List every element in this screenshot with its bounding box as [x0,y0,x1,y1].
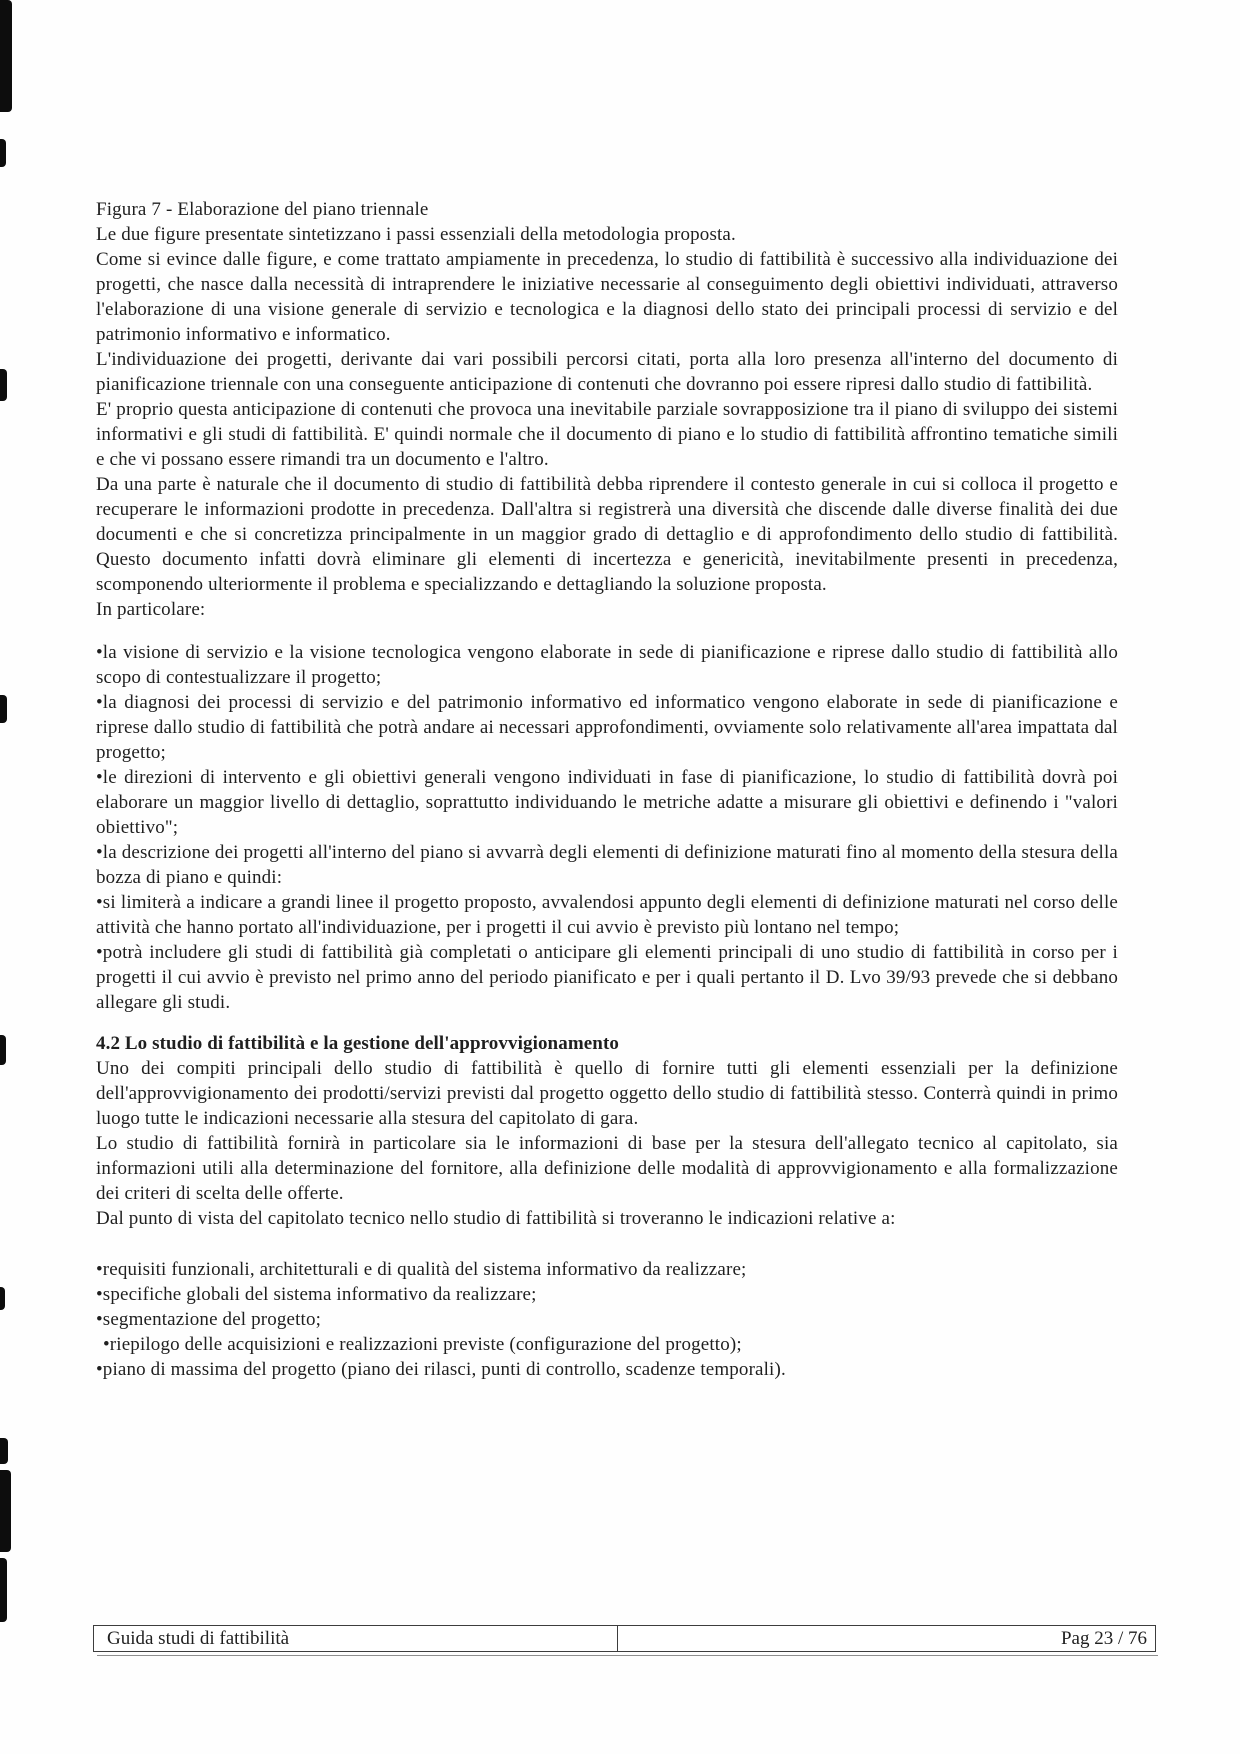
footer-table [93,1625,1156,1652]
bullet-item: •piano di massima del progetto (piano dei rilasci, punti di controllo, scadenze temporali). [96,1359,786,1380]
bullet-item: •potrà includere gli studi di fattibilità già completati o anticipare gli elementi principali di uno studio di fattibilità in corso per i progetti il cui avvio è previsto nel primo anno del periodo pianificato e per i quali pertanto il D. Lvo 39/93 prevede che si debbano allegare gli studi. [96,942,1118,1013]
bullet-item: •si limiterà a indicare a grandi linee il progetto proposto, avvalendosi appunto degli elementi di definizione maturati nel corso delle attività che hanno portato all'individuazione, per i progetti il cui avvio è previsto più lontano nel tempo; [96,892,1118,938]
bullet-item: •la visione di servizio e la visione tecnologica vengono elaborate in sede di pianificazione e riprese dallo studio di fattibilità allo scopo di contestualizzare il progetto; [96,642,1118,688]
footer-document-title: Guida studi di fattibilità [107,1627,290,1649]
bullet-item: •le direzioni di intervento e gli obiettivi generali vengono individuati in fase di pianificazione, lo studio di fattibilità dovrà poi elaborare un maggior livello di dettaglio, soprattutto individuando le metriche adatte a misurare gli obiettivi e definendo i "valori obiettivo"; [96,767,1118,838]
scan-artifact [0,139,6,167]
paragraph: Come si evince dalle figure, e come trattato ampiamente in precedenza, lo studio di fattibilità è successivo alla individuazione dei progetti, che nasce dalla necessità di intraprendere le iniziative necessarie al conseguimento degli obiettivi individuati, attraverso l'elaborazione di una visione generale di servizio e tecnologica e la diagnosi dello stato dei principali processi di servizio e del patrimonio informativo e informatico. [96,249,1118,345]
scan-artifact [0,695,7,723]
document-body [96,0,1118,1382]
paragraph: L'individuazione dei progetti, derivante dai vari possibili percorsi citati, porta alla loro presenza all'interno del documento di pianificazione triennale con una conseguente anticipazione di contenuti che dovranno poi essere ripresi dallo studio di fattibilità. [96,349,1118,395]
figure-caption: Figura 7 - Elaborazione del piano triennale [96,199,429,220]
page-number: Pag 23 / 76 [1060,1627,1147,1649]
scan-artifact [0,1287,5,1310]
paragraph: Uno dei compiti principali dello studio di fattibilità è quello di fornire tutti gli elementi essenziali per la definizione dell'approvvigionamento dei prodotti/servizi previsti dal progetto oggetto dello studio di fattibilità stesso. Conterrà quindi in primo luogo tutte le indicazioni necessarie alla stesura del capitolato di gara. [96,1058,1118,1129]
section-heading: 4.2 Lo studio di fattibilità e la gestione dell'approvvigionamento [96,1033,619,1054]
scan-artifact [0,369,7,401]
bullet-list [96,1257,1118,1382]
paragraph: E' proprio questa anticipazione di contenuti che provoca una inevitabile parziale sovrapposizione tra il piano di sviluppo dei sistemi informativi e gli studi di fattibilità. E' quindi normale che il documento di piano e lo studio di fattibilità affrontino tematiche simili e che vi possano essere rimandi tra un documento e l'altro. [96,399,1118,470]
lead-in-label: In particolare: [96,599,206,620]
paragraph: Da una parte è naturale che il documento di studio di fattibilità debba riprendere il contesto generale in cui si colloca il progetto e recuperare le informazioni prodotte in precedenza. Dall'altra si registrerà una diversità che discende dalle diverse finalità dei due documenti e che si concretizza principalmente in un maggior grado di dettaglio e di approfondimento dello studio di fattibilità. Questo documento infatti dovrà eliminare gli elementi di incertezza e genericità, inevitabilmente presenti in precedenza, scomponendo ulteriormente il problema e specializzando e dettagliando la soluzione proposta. [96,474,1118,595]
bullet-item: •riepilogo delle acquisizioni e realizzazioni previste (configurazione del progetto); [103,1334,742,1355]
bullet-item: •specifiche globali del sistema informativo da realizzare; [96,1284,537,1305]
footer-page-number-cell [618,1626,1155,1651]
scan-artifact [0,1438,8,1464]
paragraph: Le due figure presentate sintetizzano i passi essenziali della metodologia proposta. [96,224,736,245]
scan-artifact [0,1558,7,1622]
paragraph: Lo studio di fattibilità fornirà in particolare sia le informazioni di base per la stesura dell'allegato tecnico al capitolato, sia informazioni utili alla determinazione del fornitore, alla definizione delle modalità di approvvigionamento e alla formalizzazione dei criteri di scelta delle offerte. [96,1133,1118,1204]
paragraph: Dal punto di vista del capitolato tecnico nello studio di fattibilità si troveranno le indicazioni relative a: [96,1208,896,1229]
bullet-item: •segmentazione del progetto; [96,1309,322,1330]
scan-artifact [0,1470,11,1552]
bullet-item: •la diagnosi dei processi di servizio e del patrimonio informativo ed informatico vengono elaborate in sede di pianificazione e riprese dallo studio di fattibilità che potrà andare ai necessari approfondimenti, ovviamente solo relativamente all'area impattata dal progetto; [96,692,1118,763]
footer-document-title-cell [94,1626,618,1651]
bullet-list [96,640,1118,1015]
bullet-item: •la descrizione dei progetti all'interno del piano si avvarrà degli elementi di definizione maturati fino al momento della stesura della bozza di piano e quindi: [96,842,1118,888]
scan-artifact [0,0,12,112]
bullet-item: •requisiti funzionali, architetturali e di qualità del sistema informativo da realizzare; [96,1259,747,1280]
scan-artifact [0,1035,6,1065]
